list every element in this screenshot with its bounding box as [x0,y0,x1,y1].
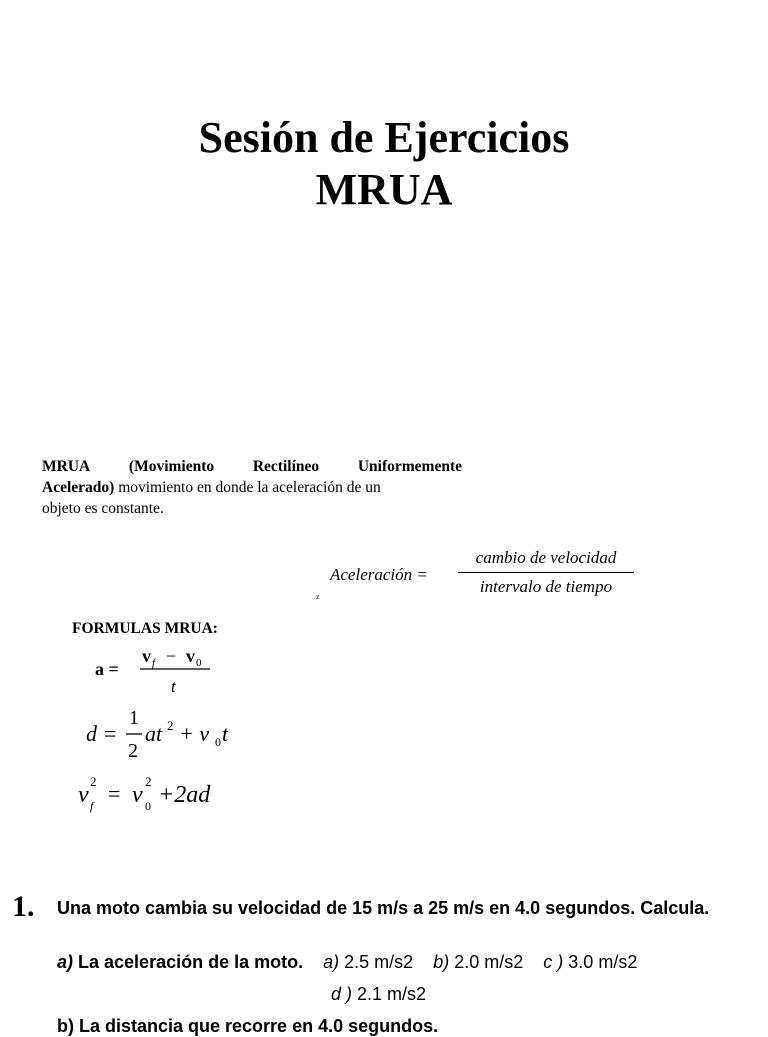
part-b: b) La distancia que recorre en 4.0 segundos. [57,1016,439,1036]
option-c-value: 3.0 m/s2 [563,952,638,972]
formula-3-rest: +2ad [158,782,211,808]
formula-1-lhs: a = [95,659,119,679]
formula-distance [84,702,254,766]
formula-1-t: t [171,677,176,696]
mrua-definition [42,456,462,519]
formula-velocity-squared [76,770,246,814]
problem-statement: Una moto cambia su velocidad de 15 m/s a 25 m/s en 4.0 segundos. Calcula. [57,898,710,918]
formula-1-v0-sub: 0 [196,657,202,669]
formula-1-minus: − [166,646,177,666]
formula-2-at: at [145,721,163,746]
definition-word: (Movimiento [128,458,215,475]
fraction-numerator: cambio de velocidad [458,548,634,573]
formula-2-plus-v: + v [179,721,210,746]
page-title [0,112,768,216]
definition-line-1 [42,456,462,477]
definition-word: MRUA [42,458,91,475]
option-b-label: b) [433,952,450,972]
option-b-value: 2.0 m/s2 [449,952,524,972]
acceleration-fraction [458,548,634,597]
formula-3-vf: v [78,782,89,808]
formula-1-vf: v [142,646,151,666]
option-c-label: c ) [543,952,564,972]
formulas-heading: FORMULAS MRUA: [72,620,218,637]
formula-3-v0-sup: 2 [145,774,152,789]
option-a-value: 2.5 m/s2 [339,952,414,972]
formula-2-sq: 2 [167,718,174,733]
formula-2-num: 1 [129,707,139,729]
option-a-label: a) [323,952,340,972]
formula-acceleration [90,640,230,700]
problem-number: 1. [12,890,35,923]
formula-2-t: t [222,721,229,746]
definition-line-2 [42,479,381,496]
formula-3-eq: = [108,781,121,806]
acceleration-lhs: Aceleración = [330,565,428,584]
option-d-value: 2.1 m/s2 [352,984,427,1004]
formula-1-vf-sub: f [152,657,156,669]
formula-2-lhs: d = [86,721,118,746]
formula-3-vf-sup: 2 [90,774,97,789]
formula-3-v0: v [132,782,143,808]
formula-3-v0-sub: 0 [145,799,151,813]
formula-3-vf-sub: f [90,799,94,813]
fraction-denominator: intervalo de tiempo [479,577,613,596]
stray-mark: z [316,592,320,601]
definition-word: Uniformemente [357,458,463,475]
formula-2-den: 2 [128,740,138,762]
definition-line-3: objeto es constante. [42,500,164,517]
definition-bold: Acelerado) [42,479,115,496]
definition-text: movimiento en donde la aceleración de un [114,479,381,496]
part-a-row-2 [331,984,426,1005]
definition-word: Rectilíneo [252,458,320,475]
formula-1-v0: v [186,646,195,666]
part-a-text: La aceleración de la moto. [73,952,304,972]
title-line-1: Sesión de Ejercicios [198,113,570,162]
part-a-row [57,952,637,973]
title-line-2: MRUA [315,165,453,214]
option-d-label: d ) [331,984,353,1004]
part-a-label: a) [57,952,74,972]
formula-2-v0-sub: 0 [215,735,221,749]
